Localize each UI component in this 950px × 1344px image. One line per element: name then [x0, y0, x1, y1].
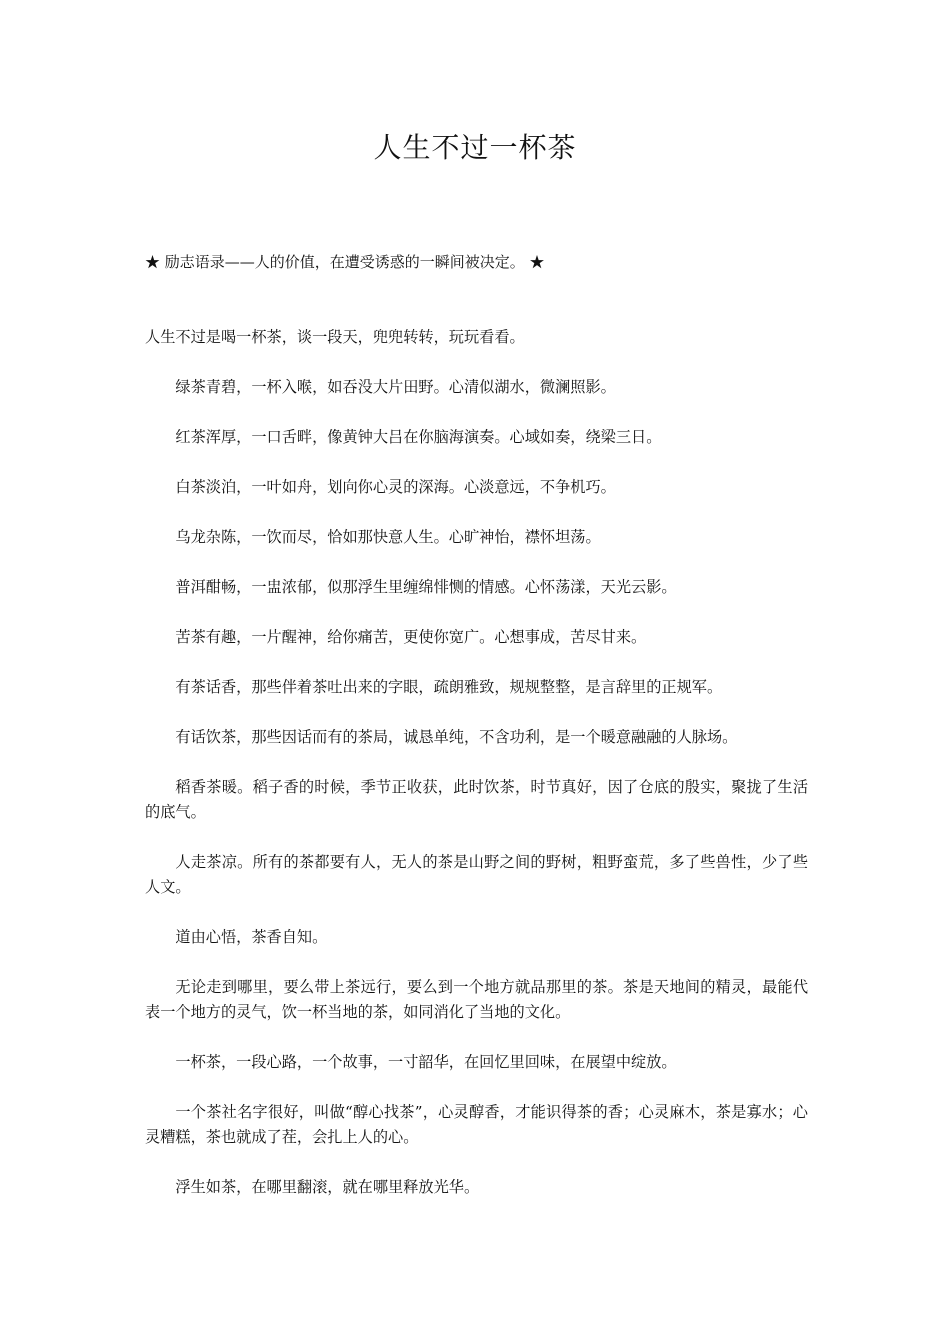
paragraph: 稻香茶暖。稻子香的时候，季节正收获，此时饮茶，时节真好，因了仓底的殷实，聚拢了生活的底气。	[145, 778, 808, 821]
paragraph: 有茶话香，那些伴着茶吐出来的字眼，疏朗雅致，规规整整，是言辞里的正规军。	[175, 678, 723, 696]
paragraph: 无论走到哪里，要么带上茶远行，要么到一个地方就品那里的茶。茶是天地间的精灵，最能代表一个地方的灵气，饮一杯当地的茶，如同消化了当地的文化。	[145, 978, 808, 1021]
paragraph: 一杯茶，一段心路，一个故事，一寸韶华，在回忆里回味，在展望中绽放。	[175, 1053, 677, 1071]
paragraph: 绿茶青碧，一杯入喉，如吞没大片田野。心清似湖水，微澜照影。	[175, 378, 616, 396]
paragraph: 人生不过是喝一杯茶，谈一段天，兜兜转转，玩玩看看。	[145, 328, 525, 346]
paragraph: 乌龙杂陈，一饮而尽，恰如那快意人生。心旷神怡，襟怀坦荡。	[175, 528, 601, 546]
paragraph: 浮生如茶，在哪里翻滚，就在哪里释放光华。	[175, 1178, 480, 1196]
article-body	[145, 325, 808, 1225]
paragraph: 道由心悟，茶香自知。	[175, 928, 328, 946]
paragraph: 有话饮茶，那些因话而有的茶局，诚恳单纯，不含功利，是一个暖意融融的人脉场。	[175, 728, 738, 746]
paragraph: 苦茶有趣，一片醒神，给你痛苦，更使你宽广。心想事成，苦尽甘来。	[175, 628, 647, 646]
paragraph: 一个茶社名字很好，叫做“醇心找茶”，心灵醇香，才能识得茶的香；心灵麻木，茶是寡水；心灵糟糕，茶也就成了茬，会扎上人的心。	[145, 1103, 808, 1146]
motto-quote: ★ 励志语录——人的价值，在遭受诱惑的一瞬间被决定。 ★	[145, 253, 545, 271]
paragraph: 普洱酣畅，一盅浓郁，似那浮生里缠绵悱恻的情感。心怀荡漾，天光云影。	[175, 578, 677, 596]
paragraph: 红茶浑厚，一口舌畔，像黄钟大吕在你脑海演奏。心域如奏，绕梁三日。	[175, 428, 662, 446]
paragraph: 人走茶凉。所有的茶都要有人，无人的茶是山野之间的野树，粗野蛮荒，多了些兽性，少了些人文。	[145, 853, 808, 896]
paragraph: 白茶淡泊，一叶如舟，划向你心灵的深海。心淡意远，不争机巧。	[175, 478, 616, 496]
page-title: 人生不过一杯茶	[373, 131, 577, 164]
